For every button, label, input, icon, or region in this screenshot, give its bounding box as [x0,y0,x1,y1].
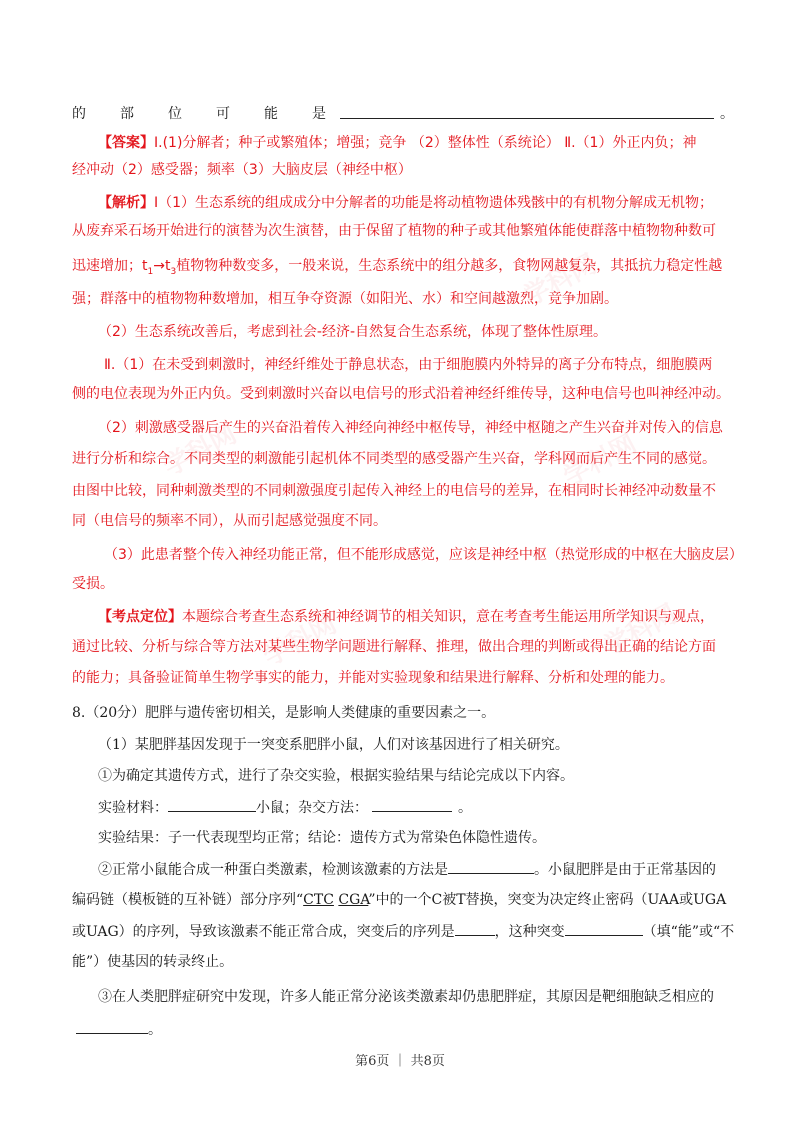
analysis-text: Ⅰ（1）生态系统的组成成分中分解者的功能是将动植物遗体残骸中的有机物分解成无机物； [154,195,714,211]
watermark: 学科网 [158,419,242,483]
question-8-part-1: （1）某肥胖基因发现于一突变系肥胖小鼠，人们对该基因进行了相关研究。 [98,737,569,753]
analysis-line-3 [72,256,722,282]
answer-blank [455,921,495,936]
analysis-label: 【解析】 [98,195,154,211]
answer-line-2: 经冲动（2）感受器；频率（3）大脑皮层（神经中枢） [72,162,412,178]
analysis-line-2: 从废弃采石场开始进行的演替为次生演替，由于保留了植物的种子或其他繁殖体能使群落中植物物种数可 [72,223,716,239]
watermark: 学科网 [258,609,342,673]
question-text: ，这种突变 [494,924,565,940]
question-8-heading: 8.（20分）肥胖与遗传密切相关，是影响人类健康的重要因素之一。 [72,705,496,721]
analysis-text: →t [153,258,171,274]
question-text: 或UAG）的序列，导致该激素不能正常合成，突变后的序列是 [72,924,455,940]
subscript: 1 [147,266,154,277]
answer-label: 【答案】 [98,135,154,151]
question-8-mutation-line-cont: 能”）使基因的转录终止。 [72,954,234,970]
question-text: 。 [458,800,472,816]
answer-blank [340,104,714,119]
analysis-line-10: 由图中比较，同种刺激类型的不同刺激强度引起传入神经上的电信号的差异，在相同时长神经冲动数量不 [72,483,716,499]
analysis-line-6: Ⅱ.（1）在未受到刺激时，神经纤维处于静息状态，由于细胞膜内外特异的离子分布特点，细胞膜两 [104,357,713,373]
analysis-line-7: 侧的电位表现为外正内负。受到刺激时兴奋以电信号的形式沿着神经纤维传导，这种电信号也叫神经冲动。 [72,386,730,402]
watermark: 学科网 [558,429,642,493]
char: 可 [216,106,230,122]
question-text: 实验材料： [98,800,168,816]
question-text: 。 [148,1022,162,1038]
question-8-sequence-line [72,890,726,910]
question-8-item-1: ①为确定其遗传方式，进行了杂交实验，根据实验结果与结论完成以下内容。 [98,768,574,784]
sequence-codon: CTC [303,892,334,908]
char: 。 [720,106,734,122]
question-text: ②正常小鼠能合成一种蛋白类激素，检测该激素的方法是 [98,862,448,878]
analysis-text: 植物物种数变多，一般来说，生态系统中的组分越多，食物网越复杂，其抵抗力稳定性越 [176,258,723,274]
analysis-line-1 [98,193,713,213]
question-8-item-2 [98,859,716,880]
answer-blank [372,797,452,812]
char: 部 [120,106,134,122]
kaodian-line-2: 通过比较、分析与综合等方法对某些生物学问题进行解释、推理，做出合理的判断或得出正确的结论方面 [72,639,716,655]
sequence-codon: CGA [338,892,369,908]
char: 是 [312,106,326,122]
answer-blank [76,1019,148,1034]
kaodian-line-3: 的能力；具备验证简单生物学事实的能力，并能对实验现象和结果进行解释、分析和处理的能力。 [72,670,674,686]
subscript: 3 [170,266,177,277]
answer-line-1 [98,133,696,153]
analysis-line-13: 受损。 [72,576,114,592]
question-text: 。小鼠肥胖是由于正常基因的 [534,862,716,878]
analysis-line-4: 强；群落中的植物物种数增加，相互争夺资源（如阳光、水）和空间越激烈，竞争加剧。 [72,291,618,307]
answer-blank [168,797,256,812]
char: 能 [264,106,278,122]
question-8-final-line [76,1019,162,1040]
question-8-result-line: 实验结果：子一代表现型均正常；结论：遗传方式为常染色体隐性遗传。 [98,830,546,846]
answer-blank [565,921,643,936]
watermark: 学科网 [598,599,682,663]
question-text: 编码链（模板链的互补链）部分序列“ [72,892,304,908]
analysis-line-8: （2）刺激感受器后产生的兴奋沿着传入神经向神经中枢传导，神经中枢随之产生兴奋并对传入的信息 [98,420,723,436]
watermark: 学科网 [518,249,602,313]
question-text: 小鼠；杂交方法： [256,800,368,816]
char: 的 [72,106,86,122]
question-text: （填“能”或“不 [642,924,735,940]
analysis-line-9: 进行分析和综合。不同类型的刺激能引起机体不同类型的感受器产生兴奋，学科网而后产生不同的感觉。 [72,451,716,467]
question-fragment-line [72,103,732,123]
answer-text: Ⅰ.(1)分解者；种子或繁殖体；增强；竞争 （2）整体性（系统论） Ⅱ.（1）外正内负；神 [154,135,697,151]
answer-blank [448,859,534,874]
kaodian-line-1 [98,607,714,627]
page-footer: 第6页 ｜ 共8页 [355,1054,445,1069]
kaodian-label: 【考点定位】 [98,609,182,625]
char: 位 [168,106,182,122]
question-8-item-3: ③在人类肥胖症研究中发现，许多人能正常分泌该类激素却仍患肥胖症，其原因是靶细胞缺乏相应的 [98,989,714,1005]
analysis-line-12: （3）此患者整个传入神经功能正常，但不能形成感觉，应该是神经中枢（热觉形成的中枢在大脑皮层） [104,547,743,563]
kaodian-text: 本题综合考查生态系统和神经调节的相关知识，意在考查考生能运用所学知识与观点， [182,609,714,625]
question-8-mutation-line [72,921,734,942]
question-text: ”中的一个C被T替换，突变为决定终止密码（UAA或UGA [368,892,727,908]
analysis-line-11: 同（电信号的频率不同），从而引起感觉强度不同。 [72,513,387,529]
question-8-materials-line [98,797,472,818]
analysis-text: 迅速增加；t [72,258,148,274]
analysis-line-5: （2）生态系统改善后，考虑到社会-经济-自然复合生态系统，体现了整体性原理。 [98,324,608,340]
